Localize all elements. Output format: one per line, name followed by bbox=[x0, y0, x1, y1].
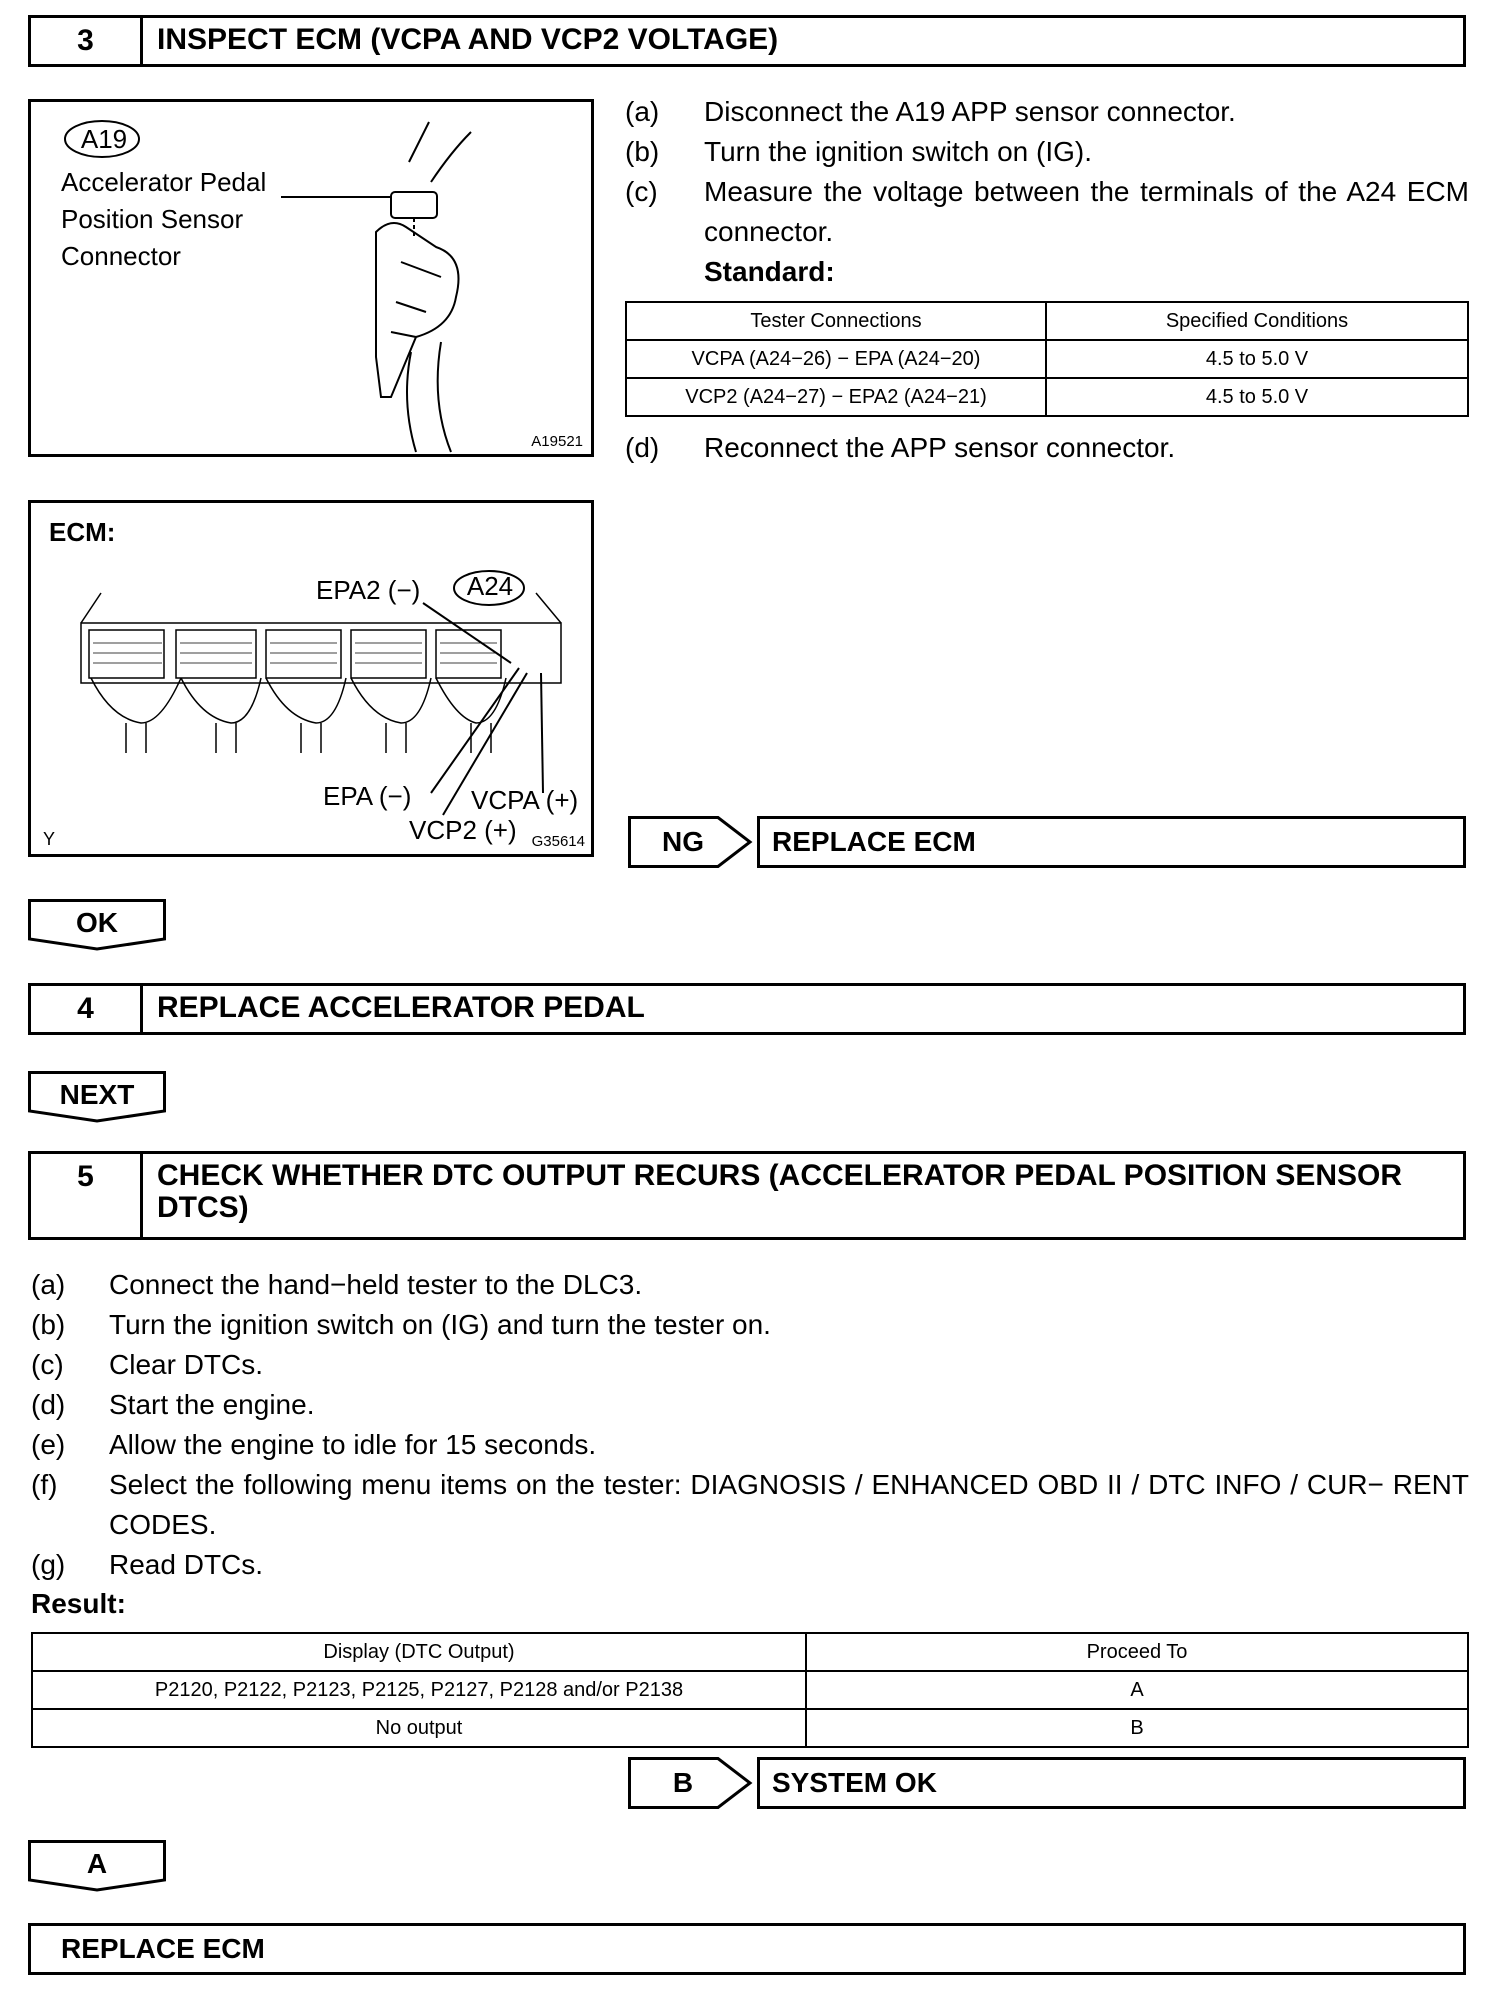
item-label: (d) bbox=[31, 1389, 66, 1420]
list-item bbox=[625, 174, 1469, 254]
table-cell: VCP2 (A24−27) − EPA2 (A24−21) bbox=[626, 378, 1046, 416]
list-item bbox=[625, 134, 1469, 174]
final-result: REPLACE ECM bbox=[28, 1923, 1466, 1975]
item-text: Connect the hand−held tester to the DLC3. bbox=[109, 1269, 643, 1300]
next-branch[interactable] bbox=[28, 1071, 166, 1123]
table-cell: B bbox=[806, 1709, 1468, 1747]
a-branch[interactable] bbox=[28, 1840, 166, 1892]
table-cell: VCPA (A24−26) − EPA (A24−20) bbox=[626, 340, 1046, 378]
item-text: Turn the ignition switch on (IG). bbox=[704, 136, 1093, 167]
step3-list bbox=[625, 94, 1469, 294]
item-text: Select the following menu items on the tester: DIAGNOSIS / ENHANCED OBD II / DTC INFO / CUR− RENT CODES. bbox=[109, 1469, 1469, 1540]
step-title: CHECK WHETHER DTC OUTPUT RECURS (ACCELERATOR PEDAL POSITION SENSOR DTCS) bbox=[157, 1159, 1403, 1224]
step-title: INSPECT ECM (VCPA AND VCP2 VOLTAGE) bbox=[157, 23, 779, 56]
step-4-header bbox=[28, 983, 1466, 1035]
step-5-header bbox=[28, 1151, 1466, 1240]
result-table bbox=[31, 1632, 1469, 1748]
connector-badge: A19 bbox=[80, 124, 128, 154]
vcpa-label: VCPA (+) bbox=[471, 785, 579, 815]
item-label: (d) bbox=[625, 432, 660, 463]
figure-code: A19521 bbox=[531, 433, 583, 450]
standard-label: Standard: bbox=[704, 256, 835, 287]
list-item bbox=[31, 1345, 1469, 1385]
a-label: A bbox=[86, 1848, 108, 1879]
item-label: (b) bbox=[625, 136, 660, 167]
list-item bbox=[31, 1465, 1469, 1545]
standard-table bbox=[625, 301, 1469, 417]
item-label: (c) bbox=[31, 1349, 64, 1380]
ok-branch[interactable] bbox=[28, 899, 166, 951]
b-result: SYSTEM OK bbox=[757, 1757, 1466, 1809]
label-line: Connector bbox=[61, 241, 181, 271]
table-header: Tester Connections bbox=[626, 302, 1046, 340]
table-header: Proceed To bbox=[806, 1633, 1468, 1671]
table-row bbox=[32, 1709, 1468, 1747]
connector-diagram bbox=[28, 99, 594, 457]
ok-label: OK bbox=[76, 907, 118, 938]
list-item bbox=[31, 1385, 1469, 1425]
result-label: Result: bbox=[31, 1588, 126, 1619]
next-label: NEXT bbox=[59, 1079, 135, 1110]
item-text: Turn the ignition switch on (IG) and turn the tester on. bbox=[109, 1309, 771, 1340]
step-number: 3 bbox=[31, 18, 143, 64]
ng-label[interactable]: NG bbox=[662, 826, 704, 857]
a24-badge: A24 bbox=[466, 571, 514, 601]
list-item bbox=[31, 1305, 1469, 1345]
vcp2-label: VCP2 (+) bbox=[409, 815, 517, 845]
step-title: REPLACE ACCELERATOR PEDAL bbox=[157, 991, 645, 1024]
table-cell: 4.5 to 5.0 V bbox=[1046, 340, 1468, 378]
connector-label bbox=[61, 164, 266, 275]
table-row bbox=[32, 1671, 1468, 1709]
ecm-diagram bbox=[28, 500, 594, 857]
table-header: Display (DTC Output) bbox=[32, 1633, 806, 1671]
list-item bbox=[31, 1425, 1469, 1465]
item-label: (g) bbox=[31, 1549, 66, 1580]
item-text: Reconnect the APP sensor connector. bbox=[704, 432, 1176, 463]
corner-mark: Y bbox=[43, 829, 56, 849]
item-label: (a) bbox=[625, 96, 660, 127]
table-cell: P2120, P2122, P2123, P2125, P2127, P2128 and/or P2138 bbox=[32, 1671, 806, 1709]
item-label: (a) bbox=[31, 1269, 66, 1300]
ecm-title: ECM: bbox=[49, 517, 116, 547]
item-label: (e) bbox=[31, 1429, 66, 1460]
item-text: Disconnect the A19 APP sensor connector. bbox=[704, 96, 1236, 127]
item-text: Allow the engine to idle for 15 seconds. bbox=[109, 1429, 597, 1460]
table-row bbox=[626, 378, 1468, 416]
table-cell: No output bbox=[32, 1709, 806, 1747]
figure-code: G35614 bbox=[531, 833, 585, 850]
item-label: (f) bbox=[31, 1469, 58, 1500]
label-line: Position Sensor bbox=[61, 204, 244, 234]
table-cell: A bbox=[806, 1671, 1468, 1709]
table-cell: 4.5 to 5.0 V bbox=[1046, 378, 1468, 416]
item-text: Clear DTCs. bbox=[109, 1349, 264, 1380]
table-row bbox=[626, 340, 1468, 378]
item-text: Start the engine. bbox=[109, 1389, 315, 1420]
ng-result: REPLACE ECM bbox=[757, 816, 1466, 868]
item-label: (c) bbox=[625, 176, 658, 207]
epa-label: EPA (−) bbox=[323, 781, 412, 811]
list-item bbox=[625, 94, 1469, 134]
list-item bbox=[31, 1265, 1469, 1305]
label-line: Accelerator Pedal bbox=[61, 167, 267, 197]
item-text: Measure the voltage between the terminals of the A24 ECM connector. bbox=[704, 176, 1469, 247]
epa2-label: EPA2 (−) bbox=[316, 575, 421, 605]
table-header: Specified Conditions bbox=[1046, 302, 1468, 340]
list-item bbox=[625, 430, 1469, 470]
step-number: 5 bbox=[31, 1154, 143, 1237]
step-number: 4 bbox=[31, 986, 143, 1032]
item-label: (b) bbox=[31, 1309, 66, 1340]
b-label[interactable]: B bbox=[672, 1767, 694, 1798]
list-item bbox=[31, 1545, 1469, 1585]
step-3-header bbox=[28, 15, 1466, 67]
step5-list bbox=[31, 1265, 1469, 1585]
item-text: Read DTCs. bbox=[109, 1549, 264, 1580]
